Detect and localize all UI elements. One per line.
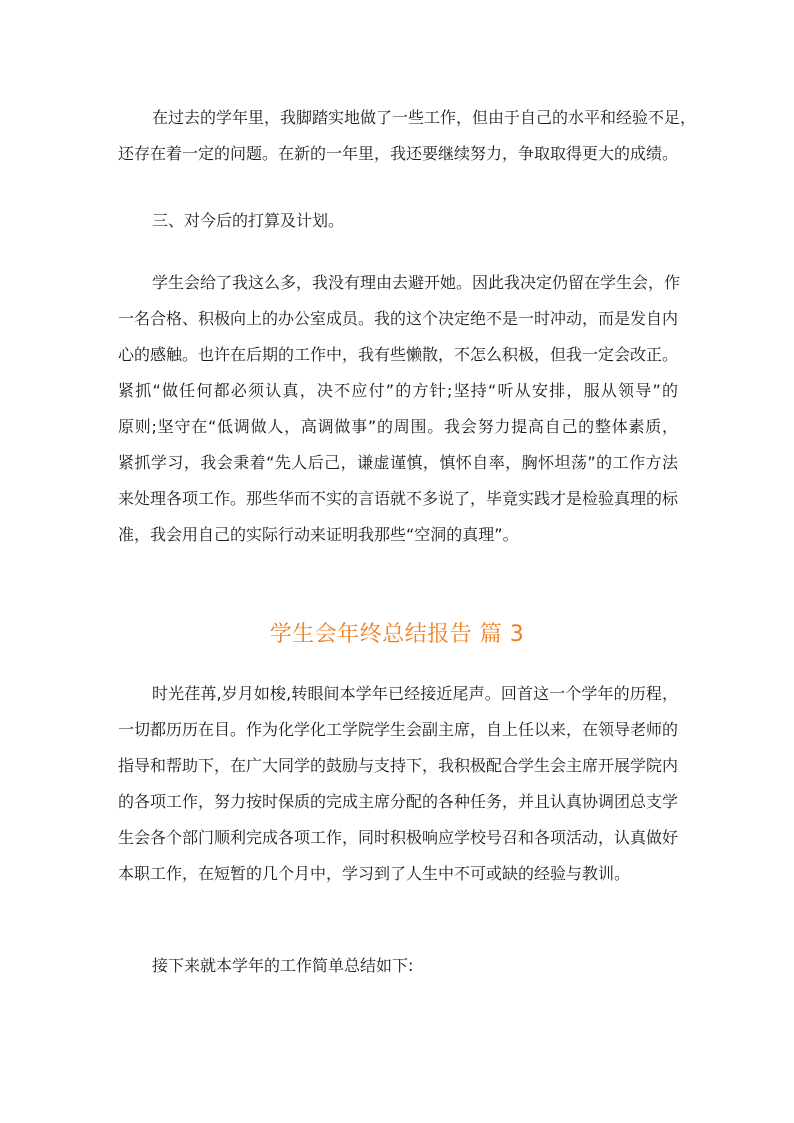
section-heading-plans: [118, 203, 678, 239]
paragraph-line: 心的感触。也许在后期的工作中，我有些懒散，不怎么积极，但我一定会改正。: [118, 345, 679, 364]
paragraph-line: 在过去的学年里，我脚踏实地做了一些工作，但由于自己的水平和经验不足，: [152, 108, 697, 127]
paragraph-line: 紧抓“做任何都必须认真，决不应付”的方针;坚持“听从安排，服从领导”的: [118, 381, 678, 400]
paragraph-line: 学生会给了我这么多，我没有理由去避开她。因此我决定仍留在学生会，作: [152, 273, 681, 292]
paragraph-line: 三、对今后的打算及计划。: [152, 211, 345, 230]
paragraph-line: 时光荏苒,岁月如梭,转眼间本学年已经接近尾声。回首这一个学年的历程，: [152, 684, 678, 703]
paragraph-line: 本职工作，在短暂的几个月中，学习到了人生中不可或缺的经验与教训。: [118, 864, 631, 883]
paragraph-line: 一名合格、积极向上的办公室成员。我的这个决定绝不是一时冲动，而是发自内: [118, 309, 679, 328]
paragraph-line: 一切都历历在目。作为化学化工学院学生会副主席，自上任以来，在领导老师的: [118, 720, 679, 739]
paragraph-line: 来处理各项工作。那些华而不实的言语就不多说了，毕竟实践才是检验真理的标: [118, 489, 679, 508]
paragraph-decision: [118, 265, 681, 553]
paragraph-time-flies: [118, 676, 678, 892]
paragraph-line: 生会各个部门顺利完成各项工作，同时积极响应学校号召和各项活动，认真做好: [118, 828, 679, 847]
paragraph-line: 准，我会用自己的实际行动来证明我那些“空洞的真理”。: [118, 525, 519, 544]
paragraph-line: 还存在着一定的问题。在新的一年里，我还要继续努力，争取取得更大的成绩。: [118, 144, 679, 163]
paragraph-line: 接下来就本学年的工作简单总结如下:: [152, 956, 414, 975]
paragraph-line: 的各项工作，努力按时保质的完成主席分配的各种任务，并且认真协调团总支学: [118, 792, 679, 811]
paragraph-summary-intro: [118, 948, 678, 984]
paragraph-line: 原则;坚守在“低调做人，高调做事”的周围。我会努力提高自己的整体素质，: [118, 417, 678, 436]
paragraph-line: 指导和帮助下，在广大同学的鼓励与支持下，我积极配合学生会主席开展学院内: [118, 756, 679, 775]
paragraph-past-year: [118, 100, 697, 172]
report-title: 学生会年终总结报告 篇 3: [269, 622, 525, 647]
paragraph-line: 紧抓学习，我会秉着“先人后己，谦虚谨慎，慎怀自率，胸怀坦荡”的工作方法: [118, 453, 678, 472]
